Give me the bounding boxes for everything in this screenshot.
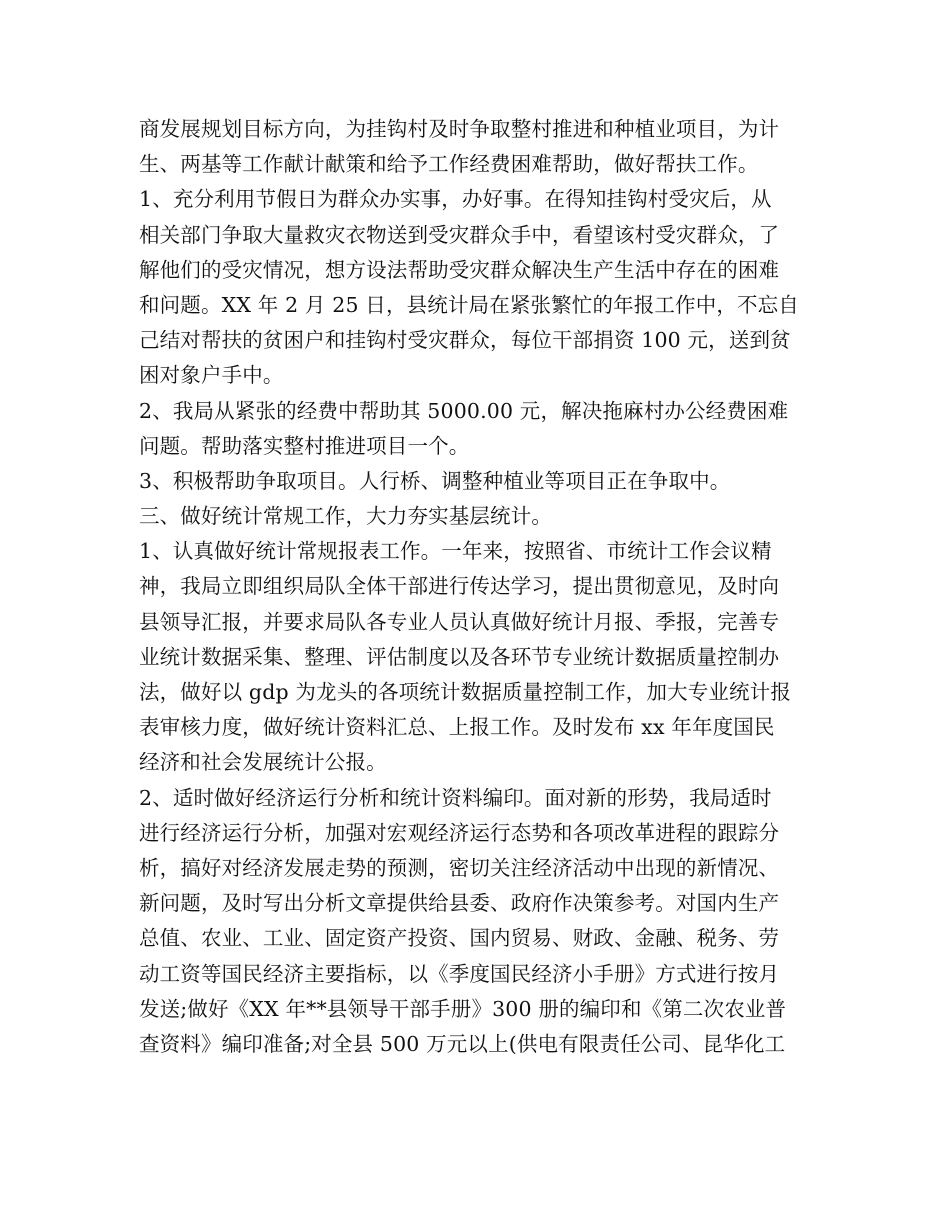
text-line: 生、两基等工作献计献策和给予工作经费困难帮助，做好帮扶工作。 — [139, 152, 759, 177]
text-line: 法，做好以 gdp 为龙头的各项统计数据质量控制工作，加大专业统计报 — [139, 680, 791, 704]
text-line: 2、我局从紧张的经费中帮助其 5000.00 元，解决拖麻村办公经费困难 — [139, 398, 789, 423]
text-line: 总值、农业、工业、固定资产投资、国内贸易、财政、金融、税务、劳 — [139, 926, 780, 951]
text-line: 动工资等国民经济主要指标，以《季度国民经济小手册》方式进行按月 — [139, 961, 780, 986]
text-line: 查资料》编印准备;对全县 500 万元以上(供电有限责任公司、昆华化工 — [139, 1031, 786, 1056]
text-line: 1、充分利用节假日为群众办实事，办好事。在得知挂钩村受灾后，从 — [139, 187, 772, 212]
text-line: 己结对帮扶的贫困户和挂钩村受灾群众，每位干部捐资 100 元，送到贫 — [139, 328, 791, 353]
text-line: 1、认真做好统计常规报表工作。一年来，按照省、市统计工作会议精 — [139, 539, 772, 564]
text-line: 2、适时做好经济运行分析和统计资料编印。面对新的形势，我局适时 — [139, 785, 772, 810]
document-body — [139, 112, 819, 1062]
text-line: 业统计数据采集、整理、评估制度以及各环节专业统计数据质量控制办 — [139, 644, 780, 669]
text-line: 经济和社会发展统计公报。 — [139, 750, 387, 775]
text-line: 商发展规划目标方向，为挂钩村及时争取整村推进和种植业项目，为计 — [139, 117, 780, 141]
text-line: 进行经济运行分析，加强对宏观经济运行态势和各项改革进程的跟踪分 — [139, 820, 780, 845]
text-line: 3、积极帮助争取项目。人行桥、调整种植业等项目正在争取中。 — [139, 468, 731, 493]
text-line: 三、做好统计常规工作，大力夯实基层统计。 — [139, 504, 552, 529]
text-line: 和问题。XX 年 2 月 25 日，县统计局在紧张繁忙的年报工作中，不忘自 — [139, 292, 799, 317]
text-line: 新问题，及时写出分析文章提供给县委、政府作决策参考。对国内生产 — [139, 891, 780, 916]
text-line: 困对象户手中。 — [139, 363, 284, 388]
text-line: 发送;做好《XX 年**县领导干部手册》300 册的编印和《第二次农业普 — [139, 996, 787, 1021]
text-line: 县领导汇报，并要求局队各专业人员认真做好统计月报、季报，完善专 — [139, 609, 780, 634]
text-line: 问题。帮助落实整村推进项目一个。 — [139, 433, 470, 458]
text-line: 析，搞好对经济发展走势的预测，密切关注经济活动中出现的新情况、 — [139, 855, 780, 880]
text-line: 相关部门争取大量救灾衣物送到受灾群众手中，看望该村受灾群众，了 — [139, 222, 780, 247]
text-line: 解他们的受灾情况，想方设法帮助受灾群众解决生产生活中存在的困难 — [139, 257, 780, 282]
text-line: 表审核力度，做好统计资料汇总、上报工作。及时发布 xx 年年度国民 — [139, 715, 775, 740]
text-line: 神，我局立即组织局队全体干部进行传达学习，提出贯彻意见，及时向 — [139, 574, 780, 599]
